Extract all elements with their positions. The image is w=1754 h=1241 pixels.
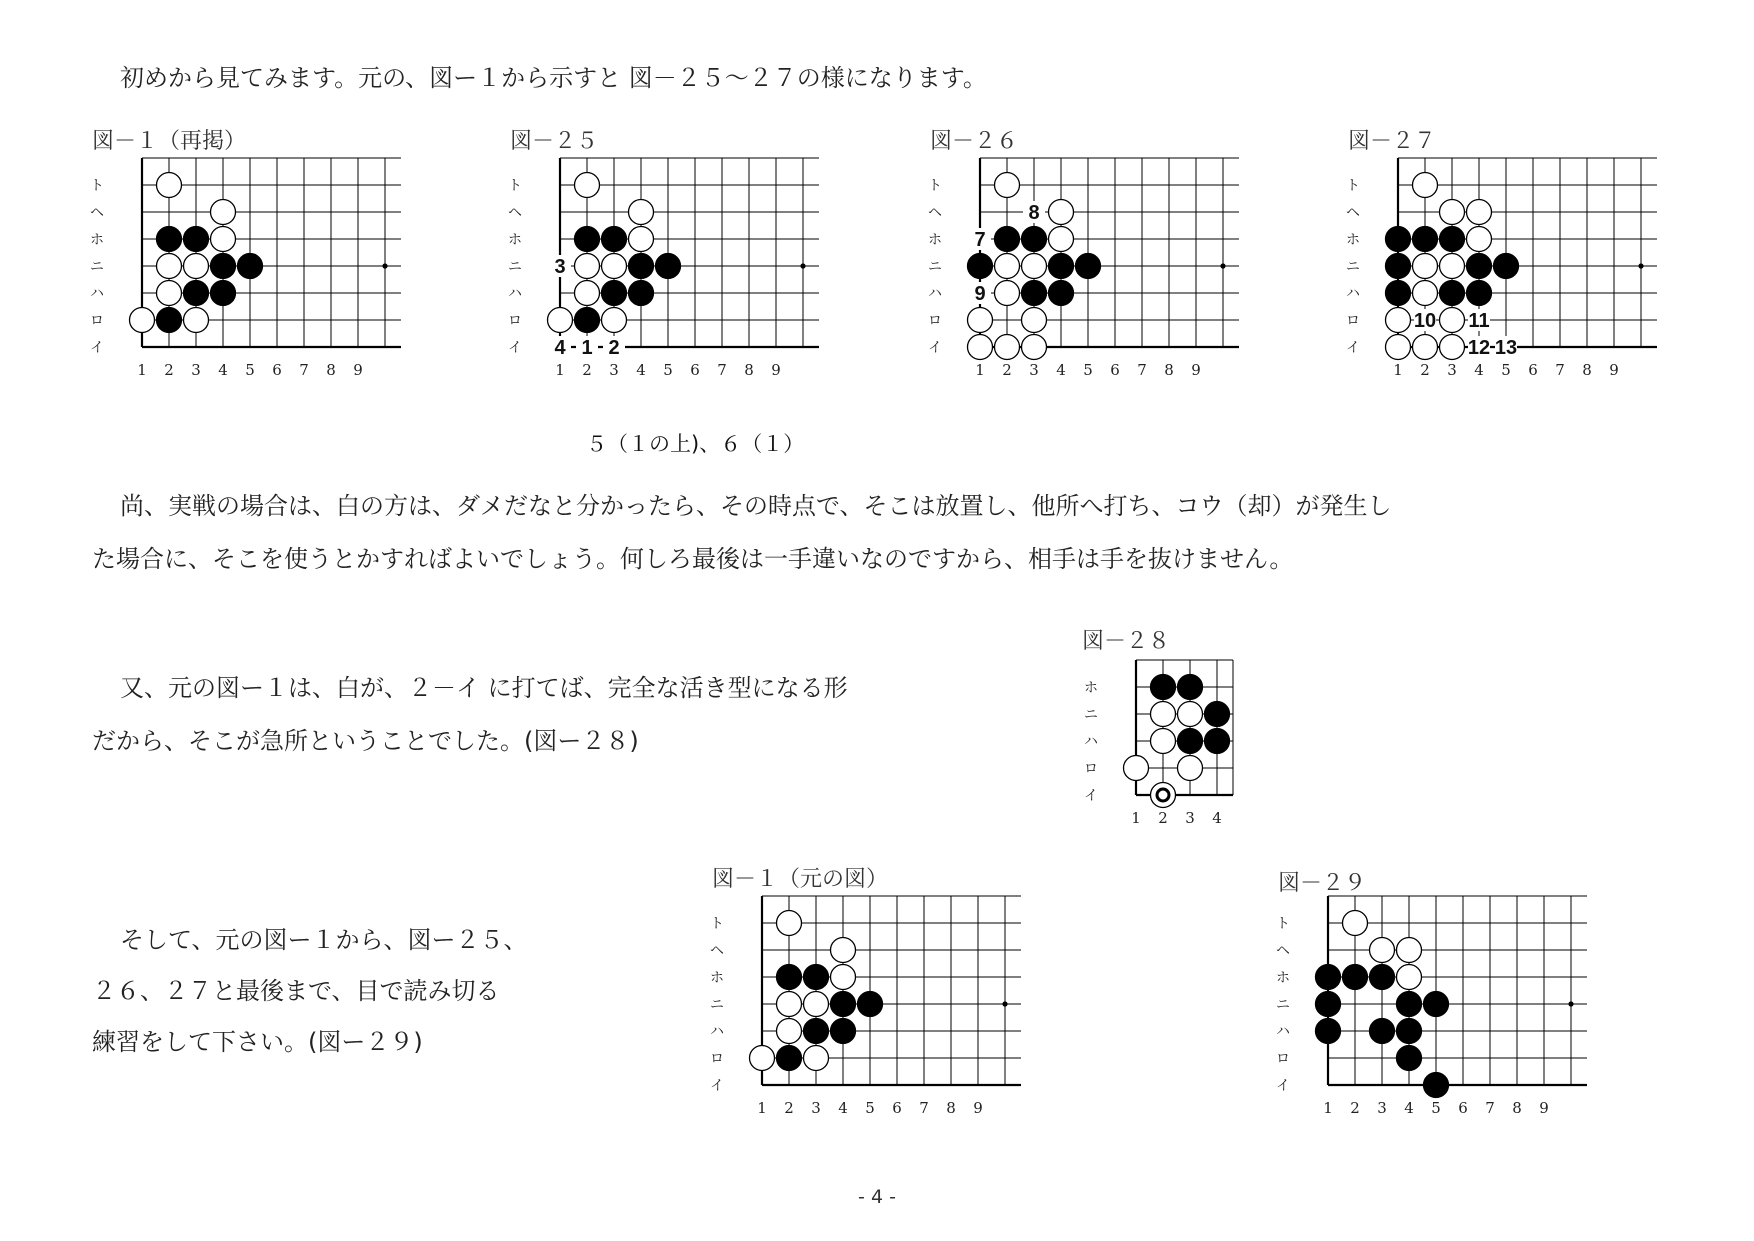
row-label: ロ	[90, 313, 104, 329]
white-stone	[777, 911, 802, 936]
white-stone	[1370, 938, 1395, 963]
white-stone	[1440, 335, 1465, 360]
column-label: 9	[973, 1099, 983, 1117]
black-stone	[1316, 965, 1341, 990]
black-stone	[1049, 254, 1074, 279]
column-label: 7	[1555, 361, 1565, 379]
white-stone	[575, 173, 600, 198]
black-stone	[1205, 729, 1230, 754]
black-stone	[1370, 1019, 1395, 1044]
column-label: 3	[1377, 1099, 1387, 1117]
white-stone	[1440, 308, 1465, 333]
black-stone	[804, 1019, 829, 1044]
white-stone	[1413, 254, 1438, 279]
black-stone	[602, 281, 627, 306]
black-stone	[184, 227, 209, 252]
white-stone	[1413, 281, 1438, 306]
column-label: 6	[690, 361, 700, 379]
row-label: ニ	[710, 997, 724, 1013]
figure-25-subcaption: ５（１の上)、６（１）	[586, 432, 805, 456]
white-stone	[1343, 911, 1368, 936]
figure-1-original-caption: 図－１（元の図）	[712, 867, 889, 892]
row-label: ト	[90, 178, 104, 194]
white-stone	[995, 254, 1020, 279]
black-stone	[1413, 227, 1438, 252]
black-stone	[211, 281, 236, 306]
star-point	[800, 263, 805, 268]
column-label: 4	[1404, 1099, 1414, 1117]
column-label: 1	[555, 361, 565, 379]
black-stone	[1397, 992, 1422, 1017]
white-stone	[211, 200, 236, 225]
white-stone	[629, 227, 654, 252]
white-stone	[968, 335, 993, 360]
white-stone	[130, 308, 155, 333]
white-stone	[211, 227, 236, 252]
white-stone	[995, 335, 1020, 360]
column-label: 7	[1137, 361, 1147, 379]
row-label: ホ	[710, 970, 724, 986]
white-stone	[1178, 702, 1203, 727]
column-label: 3	[609, 361, 619, 379]
white-stone	[157, 173, 182, 198]
black-stone	[238, 254, 263, 279]
black-stone	[1316, 1019, 1341, 1044]
column-label: 9	[1191, 361, 1201, 379]
row-label: ニ	[1276, 997, 1290, 1013]
figure-1-repeat-caption: 図－１（再掲）	[92, 129, 247, 154]
row-label: ホ	[1084, 680, 1098, 696]
black-stone	[1386, 227, 1411, 252]
column-label: 2	[582, 361, 592, 379]
row-label: ニ	[928, 259, 942, 275]
column-label: 7	[1485, 1099, 1495, 1117]
row-label: ト	[1276, 916, 1290, 932]
white-stone	[831, 965, 856, 990]
move-number: 3	[554, 256, 566, 278]
star-point	[1638, 263, 1643, 268]
column-label: 5	[245, 361, 255, 379]
white-stone	[575, 281, 600, 306]
move-number: 12	[1467, 337, 1491, 359]
white-stone	[777, 1019, 802, 1044]
column-label: 8	[326, 361, 336, 379]
row-label: ニ	[1084, 707, 1098, 723]
black-stone	[1424, 1073, 1449, 1098]
column-label: 2	[1420, 361, 1430, 379]
black-stone	[968, 254, 993, 279]
column-label: 8	[1512, 1099, 1522, 1117]
white-stone	[1413, 173, 1438, 198]
row-label: ハ	[1276, 1024, 1290, 1040]
white-stone	[1049, 200, 1074, 225]
row-label: ホ	[1346, 232, 1360, 248]
column-label: 5	[1501, 361, 1511, 379]
row-label: ト	[508, 178, 522, 194]
column-label: 4	[838, 1099, 848, 1117]
black-stone	[157, 227, 182, 252]
black-stone	[1467, 254, 1492, 279]
black-stone	[831, 992, 856, 1017]
white-stone	[750, 1046, 775, 1071]
black-stone	[1022, 227, 1047, 252]
white-stone	[1397, 938, 1422, 963]
row-label: ロ	[508, 313, 522, 329]
column-label: 2	[1350, 1099, 1360, 1117]
white-stone	[831, 938, 856, 963]
column-label: 1	[137, 361, 147, 379]
white-stone	[968, 308, 993, 333]
black-stone	[1386, 254, 1411, 279]
intro-paragraph: 初めから見てみます。元の、図ー１から示すと 図－２５～２７の様になります。	[120, 64, 987, 92]
black-stone	[1151, 675, 1176, 700]
move-number: 13	[1494, 337, 1518, 359]
white-stone	[1022, 308, 1047, 333]
row-label: ニ	[90, 259, 104, 275]
column-label: 6	[892, 1099, 902, 1117]
column-label: 9	[353, 361, 363, 379]
white-stone	[548, 308, 573, 333]
column-label: 5	[865, 1099, 875, 1117]
white-stone	[1151, 702, 1176, 727]
row-label: ホ	[90, 232, 104, 248]
white-stone	[157, 281, 182, 306]
practice-paragraph-line-2: ２６、２７と最後まで、目で読み切る	[92, 977, 500, 1005]
row-label: ハ	[1346, 286, 1360, 302]
row-label: ホ	[508, 232, 522, 248]
column-label: 4	[218, 361, 228, 379]
black-stone	[858, 992, 883, 1017]
column-label: 1	[975, 361, 985, 379]
column-label: 3	[1185, 809, 1195, 827]
star-point	[382, 263, 387, 268]
column-label: 3	[1029, 361, 1039, 379]
white-stone	[184, 308, 209, 333]
move-number: 9	[974, 283, 986, 305]
black-stone	[575, 227, 600, 252]
black-stone	[1397, 1046, 1422, 1071]
white-stone	[1467, 200, 1492, 225]
move-number: 11	[1468, 310, 1490, 332]
white-stone	[804, 992, 829, 1017]
white-stone	[602, 254, 627, 279]
row-label: ホ	[1276, 970, 1290, 986]
note-paragraph-line-1: 尚、実戦の場合は、白の方は、ダメだなと分かったら、その時点で、そこは放置し、他所へ打ち、コウ（却）が発生し	[120, 492, 1392, 520]
white-stone	[1022, 335, 1047, 360]
row-label: ロ	[1346, 313, 1360, 329]
black-stone	[1386, 281, 1411, 306]
white-stone	[1440, 254, 1465, 279]
column-label: 1	[1393, 361, 1403, 379]
figure-27-caption: 図－２７	[1348, 129, 1437, 154]
column-label: 5	[1083, 361, 1093, 379]
column-label: 6	[1110, 361, 1120, 379]
row-label: ヘ	[1346, 205, 1360, 221]
white-stone	[1178, 756, 1203, 781]
row-label: ホ	[928, 232, 942, 248]
row-label: イ	[928, 340, 942, 356]
column-label: 4	[1056, 361, 1066, 379]
row-label: ハ	[90, 286, 104, 302]
row-label: ヘ	[1276, 943, 1290, 959]
column-label: 9	[1609, 361, 1619, 379]
column-label: 7	[717, 361, 727, 379]
row-label: イ	[1276, 1078, 1290, 1094]
black-stone	[157, 308, 182, 333]
column-label: 6	[1528, 361, 1538, 379]
row-label: ロ	[928, 313, 942, 329]
row-label: ト	[1346, 178, 1360, 194]
column-label: 1	[1323, 1099, 1333, 1117]
row-label: イ	[1084, 788, 1098, 804]
row-label: ロ	[710, 1051, 724, 1067]
row-label: ロ	[1276, 1051, 1290, 1067]
black-stone	[1178, 729, 1203, 754]
column-label: 8	[1582, 361, 1592, 379]
white-stone	[995, 173, 1020, 198]
column-label: 2	[164, 361, 174, 379]
row-label: ト	[710, 916, 724, 932]
move-number: 8	[1028, 202, 1040, 224]
black-stone	[656, 254, 681, 279]
white-stone	[1022, 254, 1047, 279]
white-stone	[777, 992, 802, 1017]
column-label: 1	[757, 1099, 767, 1117]
white-stone	[1124, 756, 1149, 781]
column-label: 3	[191, 361, 201, 379]
column-label: 2	[1002, 361, 1012, 379]
row-label: ハ	[928, 286, 942, 302]
column-label: 4	[1474, 361, 1484, 379]
black-stone	[995, 227, 1020, 252]
star-point	[1220, 263, 1225, 268]
column-label: 8	[744, 361, 754, 379]
row-label: ヘ	[508, 205, 522, 221]
column-label: 9	[771, 361, 781, 379]
row-label: ニ	[1346, 259, 1360, 275]
black-stone	[211, 254, 236, 279]
row-label: ト	[928, 178, 942, 194]
black-stone	[575, 308, 600, 333]
black-stone	[804, 965, 829, 990]
go-diagram-figure-27	[1336, 150, 1696, 430]
white-stone	[1151, 729, 1176, 754]
black-stone	[184, 281, 209, 306]
move-number: 7	[974, 229, 986, 251]
column-label: 6	[272, 361, 282, 379]
white-stone	[1397, 965, 1422, 990]
black-stone	[1424, 992, 1449, 1017]
black-stone	[1370, 965, 1395, 990]
black-stone	[1022, 281, 1047, 306]
black-stone	[1316, 992, 1341, 1017]
black-stone	[602, 227, 627, 252]
row-label: イ	[710, 1078, 724, 1094]
black-stone	[1397, 1019, 1422, 1044]
star-point	[1568, 1001, 1573, 1006]
column-label: 4	[636, 361, 646, 379]
white-stone	[575, 254, 600, 279]
black-stone	[1440, 281, 1465, 306]
page-number: - 4 -	[858, 1186, 896, 1208]
row-label: ロ	[1084, 761, 1098, 777]
figure-28-caption: 図－２８	[1082, 629, 1171, 654]
figure-29-caption: 図－２９	[1278, 871, 1367, 896]
move-number: 2	[608, 337, 620, 359]
white-stone	[157, 254, 182, 279]
practice-paragraph-line-1: そして、元の図ー１から、図ー２５、	[120, 926, 528, 954]
black-stone	[1343, 965, 1368, 990]
black-stone	[1467, 281, 1492, 306]
column-label: 7	[919, 1099, 929, 1117]
black-stone	[777, 1046, 802, 1071]
black-stone	[1494, 254, 1519, 279]
column-label: 3	[1447, 361, 1457, 379]
go-diagram-figure-1-original	[700, 888, 1060, 1168]
black-stone	[1076, 254, 1101, 279]
vital-point-paragraph-line-2: だから、そこが急所ということでした。(図ー２８)	[92, 727, 639, 755]
column-label: 2	[1158, 809, 1168, 827]
column-label: 9	[1539, 1099, 1549, 1117]
row-label: ニ	[508, 259, 522, 275]
row-label: ヘ	[710, 943, 724, 959]
go-diagram-figure-1-repeat	[80, 150, 440, 430]
column-label: 4	[1212, 809, 1222, 827]
white-stone	[1386, 335, 1411, 360]
white-stone	[1049, 227, 1074, 252]
column-label: 7	[299, 361, 309, 379]
vital-point-paragraph-line-1: 又、元の図ー１は、白が、２－イ に打てば、完全な活き型になる形	[120, 674, 848, 702]
move-number: 10	[1413, 310, 1437, 332]
black-stone	[1205, 702, 1230, 727]
row-label: ヘ	[90, 205, 104, 221]
white-stone	[1386, 308, 1411, 333]
column-label: 3	[811, 1099, 821, 1117]
column-label: 1	[1131, 809, 1141, 827]
row-label: ハ	[1084, 734, 1098, 750]
go-diagram-figure-28	[1074, 652, 1274, 862]
move-number: 4	[554, 337, 566, 359]
figure-26-caption: 図－２６	[930, 129, 1019, 154]
white-stone	[1467, 227, 1492, 252]
white-stone	[1440, 200, 1465, 225]
white-stone	[1151, 783, 1176, 808]
black-stone	[1440, 227, 1465, 252]
black-stone	[629, 281, 654, 306]
black-stone	[1049, 281, 1074, 306]
white-stone	[995, 281, 1020, 306]
column-label: 5	[1431, 1099, 1441, 1117]
go-diagram-figure-25	[498, 150, 858, 430]
black-stone	[1178, 675, 1203, 700]
star-point	[1002, 1001, 1007, 1006]
column-label: 6	[1458, 1099, 1468, 1117]
note-paragraph-line-2: た場合に、そこを使うとかすればよいでしょう。何しろ最後は一手違いなのですから、相手は手を抜けません。	[92, 545, 1294, 573]
figure-25-caption: 図－２５	[510, 129, 599, 154]
move-number: 1	[581, 337, 593, 359]
practice-paragraph-line-3: 練習をして下さい。(図ー２９)	[92, 1028, 423, 1056]
white-stone	[804, 1046, 829, 1071]
column-label: 8	[946, 1099, 956, 1117]
row-label: イ	[508, 340, 522, 356]
row-label: ハ	[710, 1024, 724, 1040]
black-stone	[831, 1019, 856, 1044]
column-label: 5	[663, 361, 673, 379]
column-label: 2	[784, 1099, 794, 1117]
black-stone	[629, 254, 654, 279]
go-diagram-figure-26	[918, 150, 1278, 430]
white-stone	[629, 200, 654, 225]
column-label: 8	[1164, 361, 1174, 379]
white-stone	[602, 308, 627, 333]
row-label: ヘ	[928, 205, 942, 221]
row-label: イ	[1346, 340, 1360, 356]
white-stone	[1413, 335, 1438, 360]
row-label: イ	[90, 340, 104, 356]
white-stone	[184, 254, 209, 279]
black-stone	[777, 965, 802, 990]
go-diagram-figure-29	[1266, 888, 1626, 1168]
row-label: ハ	[508, 286, 522, 302]
